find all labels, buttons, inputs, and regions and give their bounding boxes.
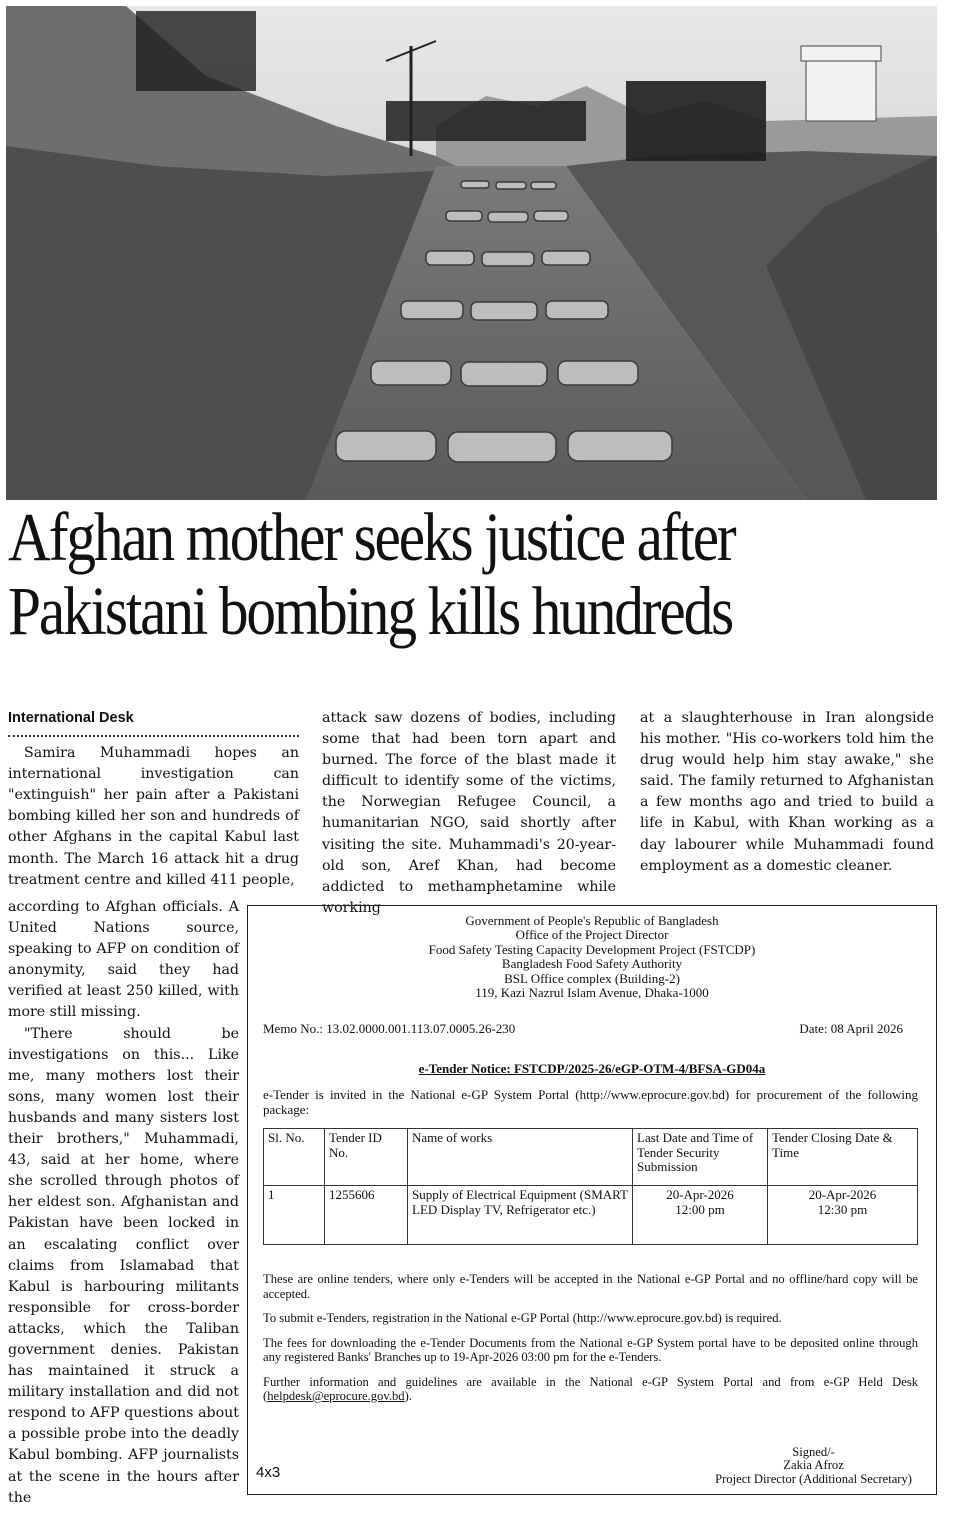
headline [8,500,816,648]
cell-sl: 1 [264,1186,325,1245]
ad-size-label: 4x3 [256,1464,281,1481]
table-row [264,1186,918,1245]
news-photo [6,6,937,500]
signatory-name: Zakia Afroz [783,1458,844,1473]
column-header: Last Date and Time of Tender Security Submission [633,1129,768,1186]
security-time: 12:00 pm [675,1201,725,1217]
header-line: BSL Office complex (Building-2) [504,970,680,986]
closing-time: 12:30 pm [817,1201,868,1217]
header-line: Food Safety Testing Capacity Development Project (FSTCDP) [428,941,756,957]
photo-icon [6,6,937,500]
closing-date: 20-Apr-2026 [808,1187,877,1202]
cell-closing-datetime [768,1186,918,1245]
notice-title: e-Tender Notice: FSTCDP/2025-26/eGP-OTM-4/BFSA-GD04a [418,1061,766,1076]
note-4-text: Further information and guidelines are available in the National e-GP System Portal and from e-GP Held Desk ( [263,1374,918,1403]
header-line: Government of People's Republic of Bangladesh [465,913,719,928]
byline: International Desk [8,708,299,737]
note-3: The fees for downloading the e-Tender Documents from the National e-GP System portal have to be deposited online through any registered Banks' Branches up to 19-Apr-2026 03:00 pm for the e-Tenders. [263,1335,918,1364]
article-column-1 [8,708,299,891]
article-column-1-narrow [8,897,239,1509]
signed-label: Signed/- [792,1445,835,1459]
note-4-end: ). [404,1389,412,1403]
cell-security-datetime [633,1186,768,1245]
notice-intro: e-Tender is invited in the National e-GP System Portal (http://www.eprocure.gov.bd) for procurement of the following package: [263,1087,918,1117]
column-header: Sl. No. [264,1129,325,1186]
column-header: Tender ID No. [325,1129,408,1186]
helpdesk-email-link[interactable]: helpdesk@eprocure.gov.bd [267,1389,405,1403]
note-2: To submit e-Tenders, registration in the National e-GP Portal (http://www.eprocure.gov.bd) is required. [263,1311,782,1325]
tender-table [263,1128,918,1245]
headline-line-2: Pakistani bombing kills hundreds [8,573,733,649]
table-header-row [264,1129,918,1186]
article-paragraph-col3: at a slaughterhouse in Iran alongside his mother. "His co-workers told him the drug would help him stay awake," she said. The family returned to Afghanistan a few months ago and tried to build a life in Kabul, with Khan working as a day labourer while Muhammadi found employment as a domestic cleaner. [640,710,934,874]
memo-row [263,1021,903,1037]
header-line: 119, Kazi Nazrul Islam Avenue, Dhaka-1000 [475,985,709,1001]
article-paragraph-col2: attack saw dozens of bodies, including some that had been torn apart and burned. The force of the blast made it difficult to identify some of the victims, the Norwegian Refugee Council, a humanitarian NGO, said shortly after visiting the site. Muhammadi's 20-year-old son, Aref Khan, had become addicted to methamphetamine while working [322,710,616,916]
memo-number: Memo No.: 13.02.0000.001.113.07.0005.26-230 [263,1021,516,1036]
signature-block [715,1446,912,1486]
header-line: Bangladesh Food Safety Authority [501,956,683,972]
article-paragraph-1-cont: according to Afghan officials. A United Nations source, speaking to AFP on condition of anonymity, said they had verified at least 250 killed, with more still missing. [8,899,239,1021]
security-date: 20-Apr-2026 [666,1187,734,1202]
tender-header [248,914,936,1000]
tender-notes [263,1272,918,1414]
column-header: Tender Closing Date & Time [768,1129,918,1186]
tender-notice-ad [247,905,937,1495]
cell-works: Supply of Electrical Equipment (SMART LED Display TV, Refrigerator etc.) [408,1186,633,1245]
article-column-2 [322,708,616,919]
signatory-title: Project Director (Additional Secretary) [715,1471,912,1486]
note-4 [263,1375,918,1404]
cell-tender-id: 1255606 [325,1186,408,1245]
article-column-3 [640,708,934,877]
article-paragraph-1: Samira Muhammadi hopes an international investigation can "extinguish" her pain after a Pakistani bombing killed her son and hundreds of other Afghans in the capital Kabul last month. The March 16 attack hit a drug treatment centre and killed 411 people, [8,745,299,888]
memo-date: Date: 08 April 2026 [799,1021,903,1036]
column-header: Name of works [408,1129,633,1186]
header-line: Office of the Project Director [515,927,669,943]
headline-line-1: Afghan mother seeks justice after [8,499,735,575]
note-1: These are online tenders, where only e-Tenders will be accepted in the National e-GP Portal and no offline/hard copy will be accepted. [263,1272,918,1301]
article-paragraph-2: "There should be investigations on this... Like me, many mothers lost their sons, many women lost their husbands and many sisters lost their brothers," Muhammadi, 43, said at her home, where she scrolled through photos of her eldest son. Afghanistan and Pakistan have been locked in an escalating conflict over claims from Islamabad that Kabul is harbouring militants responsible for cross-border attacks, which the Taliban government denies. Pakistan has maintained it struck a military installation and did not respond to AFP questions about a possible probe into the deadly Kabul bombing. AFP journalists at the scene in the hours after the [8,1025,239,1506]
